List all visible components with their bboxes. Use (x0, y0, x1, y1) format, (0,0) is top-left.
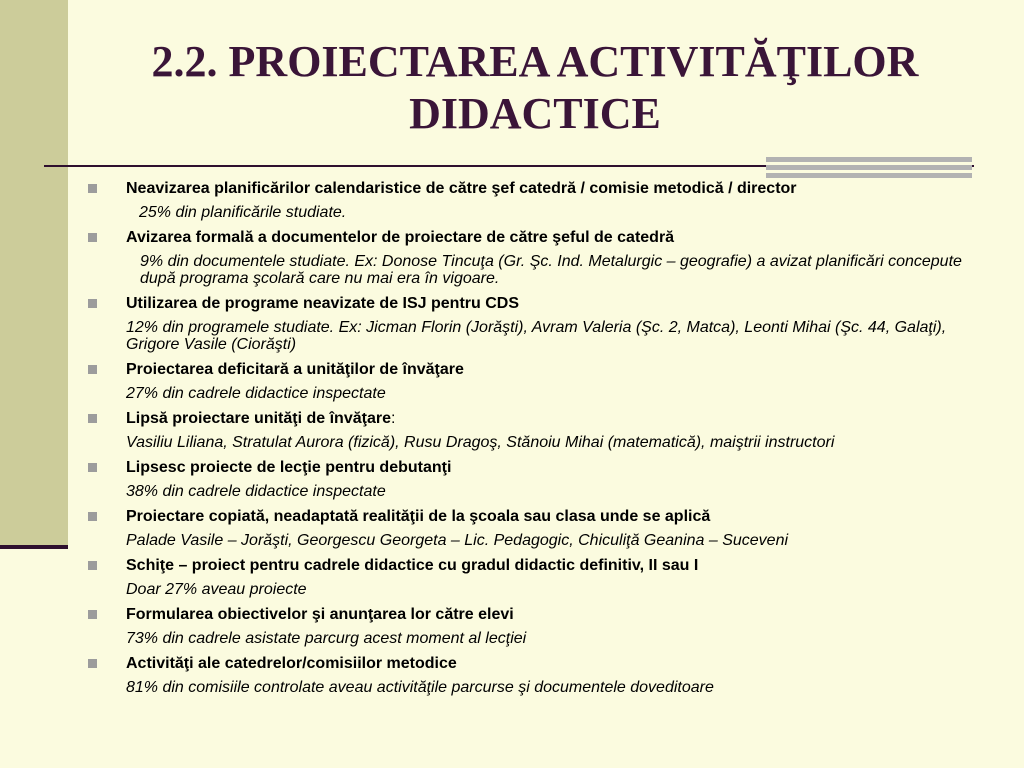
square-bullet-icon (88, 512, 97, 521)
list-item (88, 555, 988, 598)
item-heading (126, 408, 988, 428)
item-detail: 38% din cadrele didactice inspectate (126, 483, 386, 500)
item-detail: 73% din cadrele asistate parcurg acest moment al lecţiei (126, 630, 527, 647)
item-heading: Utilizarea de programe neavizate de ISJ pentru CDS (126, 295, 520, 312)
list-item (88, 653, 988, 696)
list-item (88, 359, 988, 402)
item-heading-suffix: : (390, 410, 396, 427)
item-detail: Vasiliu Liliana, Stratulat Aurora (fizică), Rusu Dragoş, Stănoiu Mihai (matematică), maiştrii instructori (126, 434, 835, 451)
square-bullet-icon (88, 414, 97, 423)
item-heading: Proiectare copiată, neadaptată realităţii de la şcoala sau clasa unde se aplică (126, 508, 711, 525)
item-heading: Neavizarea planificărilor calendaristice de către şef catedră / comisie metodică / director (126, 180, 797, 197)
item-detail: 27% din cadrele didactice inspectate (126, 385, 386, 402)
item-heading: Avizarea formală a documentelor de proiectare de către şeful de catedră (126, 229, 675, 246)
square-bullet-icon (88, 610, 97, 619)
square-bullet-icon (88, 233, 97, 242)
slide-title: 2.2. PROIECTAREA ACTIVITĂŢILOR DIDACTICE (151, 37, 919, 138)
square-bullet-icon (88, 463, 97, 472)
square-bullet-icon (88, 299, 97, 308)
square-bullet-icon (88, 659, 97, 668)
item-heading: Lipsesc proiecte de lecţie pentru debutanţi (126, 459, 452, 476)
list-item (88, 293, 988, 353)
list-item (88, 506, 988, 549)
item-heading: Schiţe – proiect pentru cadrele didactice cu gradul didactic definitiv, II sau I (126, 557, 699, 574)
item-detail: 12% din programele studiate. Ex: Jicman Florin (Jorăşti), Avram Valeria (Şc. 2, Matca), Leonti Mihai (Şc. 44, Galaţi), Grigore Vasile (Ciorăşti) (126, 319, 947, 353)
list-item (88, 227, 988, 287)
square-bullet-icon (88, 184, 97, 193)
square-bullet-icon (88, 365, 97, 374)
square-bullet-icon (88, 561, 97, 570)
list-item (88, 457, 988, 500)
item-heading: Activităţi ale catedrelor/comisiilor metodice (126, 655, 457, 672)
bullet-list (88, 178, 988, 702)
item-detail: Palade Vasile – Jorăşti, Georgescu Georgeta – Lic. Pedagogic, Chiculiţă Geanina – Suceveni (126, 532, 789, 549)
item-detail: Doar 27% aveau proiecte (126, 581, 307, 598)
item-detail: 9% din documentele studiate. Ex: Donose Tincuţa (Gr. Şc. Ind. Metalurgic – geografie) a avizat planificări concepute după programa şcolară care nu mai era în vigoare. (140, 253, 962, 287)
decor-grey-bars (766, 157, 972, 179)
item-heading: Formularea obiectivelor şi anunţarea lor către elevi (126, 606, 514, 623)
list-item (88, 604, 988, 647)
left-decor-band (0, 0, 68, 548)
item-detail: 81% din comisiile controlate aveau activităţile parcurse şi documentele doveditoare (126, 679, 714, 696)
item-heading: Proiectarea deficitară a unităţilor de învăţare (126, 361, 464, 378)
left-decor-rule (0, 545, 68, 549)
item-heading-text: Lipsă proiectare unităţi de învăţare (126, 410, 391, 427)
list-item (88, 178, 988, 221)
item-detail: 25% din planificările studiate. (139, 204, 347, 221)
list-item (88, 408, 988, 451)
